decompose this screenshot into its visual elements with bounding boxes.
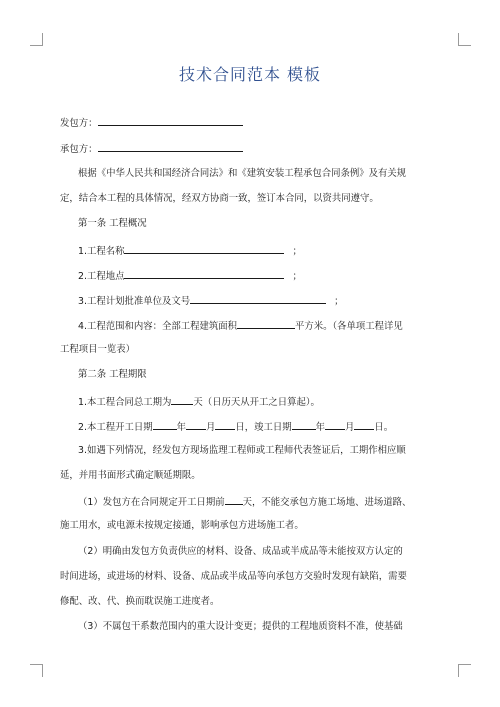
article2-s1-line1 [78,494,450,510]
contractor-blank [98,115,243,126]
item3-end: ； [334,296,344,307]
document-title: 技术合同范本 模板 [178,65,322,84]
article1-item1 [78,243,450,259]
item1-end: ； [292,246,302,257]
p2-month-1: 月 [205,422,216,433]
corner-mark-top-left [30,33,43,46]
s1-days-blank [225,494,243,505]
article1-item4 [78,318,450,334]
corner-mark-bottom-left [30,664,43,677]
article1-heading: 第一条 工程概况 [78,218,147,229]
end-year-blank [292,419,316,430]
article2-p1 [78,394,450,410]
article2-p3-line2: 延，并用书面形式确定顺延期限。 [60,470,201,481]
intro-line-1: 根据《中华人民共和国经济合同法》和《建筑安装工程承包合同条例》及有关规 [78,168,407,179]
article2-heading: 第二条 工程期限 [78,369,147,380]
total-days-blank [171,394,193,405]
undertaker-label: 承包方： [60,144,98,155]
floor-area-blank [237,318,295,329]
p1-end: 天（日历天从开工之日算起）。 [193,397,320,408]
p2-day-end: 日。 [374,422,394,433]
start-year-blank [153,419,177,430]
s1-start: （1）发包方在合同规定开工日期前 [78,497,225,508]
p1-start: 1.本工程合同总工期为 [78,397,172,408]
p2-end-date-label: 日，竣工日期 [235,422,292,433]
article2-p3-line1: 3.如遇下列情况，经发包方现场监理工程师或工程师代表签证后，工期作相应顺 [78,445,406,456]
article2-p2 [78,419,450,435]
undertaker-line [60,141,450,157]
end-month-blank [325,419,345,430]
article1-item2 [78,268,450,284]
contractor-line [60,115,450,131]
contractor-label: 发包方： [60,118,98,129]
s1-end: 天，不能交承包方施工场地、进场道路、 [242,497,412,508]
p2-year-1: 年 [176,422,186,433]
article2-s2-line1: （2）明确由发包方负责供应的材料、设备、成品或半成品等未能按双方认定的 [78,546,403,557]
approval-unit-blank [190,293,326,304]
start-month-blank [186,419,206,430]
project-location-label: 2.工程地点 [78,271,125,282]
item4-start: 4.工程范围和内容：全部工程建筑面积 [78,321,237,332]
article2-s2-line2: 时间进场，或进场的材料、设备、成品或半成品等向承包方交验时发现有缺陷，需要 [60,571,407,582]
undertaker-blank [98,141,243,152]
project-location-blank [124,268,284,279]
project-name-blank [124,243,284,254]
project-name-label: 1.工程名称 [78,246,125,257]
article1-item4-cont: 工程项目一览表） [60,344,136,355]
item2-end: ； [292,271,302,282]
intro-line-2: 定，结合本工程的具体情况，经双方协商一致，签订本合同，以资共同遵守。 [60,193,379,204]
article1-item3 [78,293,450,309]
p2-year-2: 年 [315,422,326,433]
article2-s2-line3: 修配、改、代、换而耽误施工进度者。 [60,596,220,607]
start-day-blank [215,419,235,430]
p2-month-2: 月 [345,422,355,433]
article2-s3-line1: （3）不属包干系数范围内的重大设计变更；提供的工程地质资料不准，使基础 [78,621,403,632]
corner-mark-bottom-right [458,664,471,677]
item4-end: 平方米。（各单项工程详见 [294,321,403,332]
corner-mark-top-right [458,33,471,46]
p2-start-date-label: 2.本工程开工日期 [78,422,153,433]
article2-s1-line2: 施工用水，或电源未按规定接通，影响承包方进场施工者。 [60,520,304,531]
approval-unit-label: 3.工程计划批准单位及文号 [78,296,191,307]
end-day-blank [354,419,374,430]
